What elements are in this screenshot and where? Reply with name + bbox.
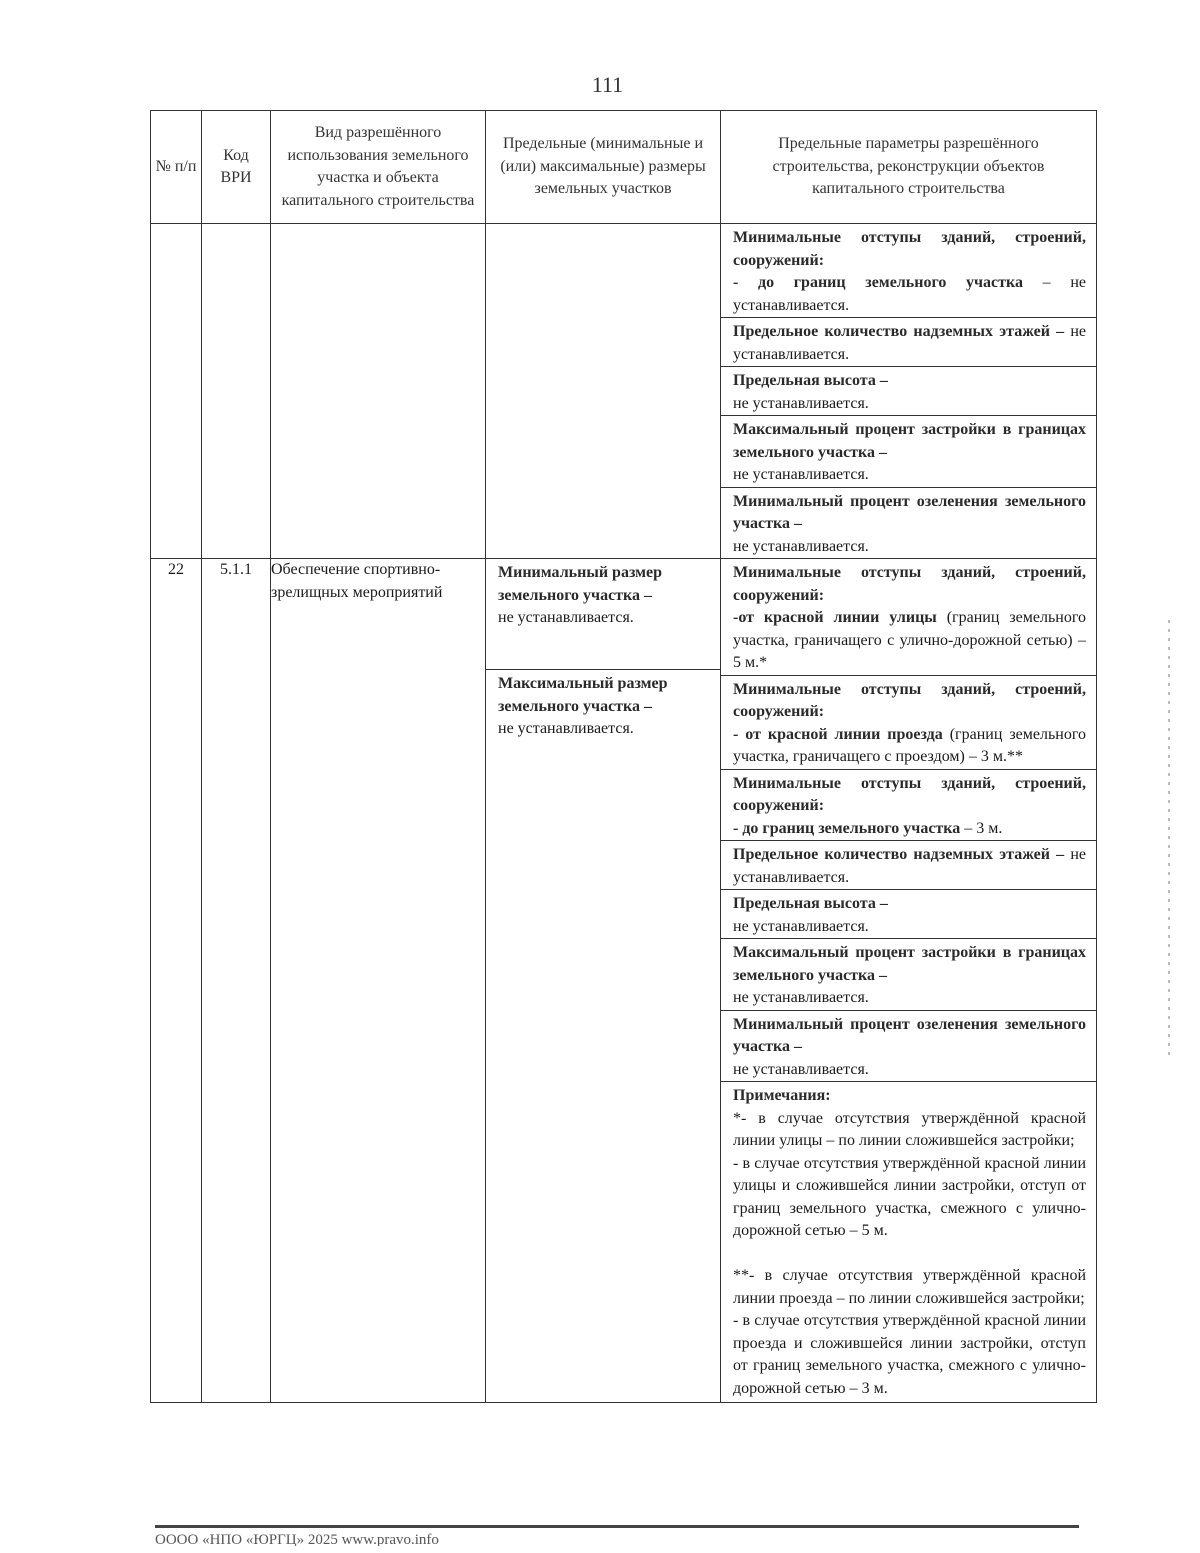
param-floors	[721, 841, 1096, 890]
param-value: не устанавливается.	[733, 323, 1086, 363]
row-use-type: Обеспечение спортивно-зрелищных мероприятий	[271, 559, 486, 1403]
param-build-percent	[721, 416, 1096, 488]
page-number: 111	[591, 72, 624, 97]
param-title: Минимальный процент озеленения земельного участка –	[733, 492, 1086, 532]
table-row-continuation	[151, 224, 1097, 559]
param-value: не устанавливается.	[733, 394, 869, 412]
param-title: Минимальные отступы зданий, строений, сооружений:	[733, 680, 1086, 720]
footer-rule	[155, 1525, 1079, 1528]
permitted-use-table	[150, 110, 1097, 1403]
note-paragraph: *- в случае отсутствия утверждённой красной линии улицы – по линии сложившейся застройки;	[733, 1109, 1086, 1149]
row-code: 5.1.1	[202, 559, 271, 1403]
continuation-type	[271, 224, 486, 559]
table-header-row	[151, 111, 1097, 224]
param-value: не устанавливается.	[733, 917, 869, 935]
notes-block	[721, 1082, 1096, 1402]
param-setback	[721, 224, 1096, 318]
row-build-params	[721, 559, 1097, 1403]
notes-title: Примечания:	[733, 1087, 831, 1104]
param-title: Минимальные отступы зданий, строений, сооружений:	[733, 774, 1086, 814]
min-size-title: Минимальный размер земельного участка –	[498, 564, 663, 604]
header-use-type: Вид разрешённого использования земельного участка и объекта капитального строительства	[271, 111, 486, 224]
param-subtitle: - до границ земельного участка	[733, 819, 961, 837]
param-value: не устанавливается.	[733, 537, 869, 555]
param-title: Предельное количество надземных этажей –	[733, 323, 1065, 340]
param-value: – не устанавливается.	[733, 274, 1086, 314]
continuation-params	[721, 224, 1097, 559]
continuation-code	[202, 224, 271, 559]
continuation-num	[151, 224, 202, 559]
param-title: Предельное количество надземных этажей –	[733, 846, 1065, 863]
param-title: Максимальный процент застройки в границах земельного участка –	[733, 944, 1086, 984]
param-build-percent	[721, 939, 1096, 1011]
param-subtitle: -от красной линии улицы	[733, 609, 937, 626]
param-title: Минимальные отступы зданий, строений, сооружений:	[733, 229, 1086, 269]
min-size-block	[486, 559, 720, 669]
param-title: Минимальный процент озеленения земельного участка –	[733, 1015, 1086, 1055]
note-paragraph: **- в случае отсутствия утверждённой красной линии проезда – по линии сложившейся застройки;	[733, 1267, 1086, 1307]
table-row-22	[151, 559, 1097, 1403]
note-paragraph: - в случае отсутствия утверждённой красной линии проезда и сложившейся линии застройки, отступ от границ земельного участка, смежного с улично-дорожной сетью – 3 м.	[733, 1312, 1086, 1397]
param-value: не устанавливается.	[733, 989, 869, 1006]
param-value: – 3 м.	[960, 819, 1003, 837]
param-green-percent	[721, 1011, 1096, 1083]
note-paragraph: - в случае отсутствия утверждённой красной линии улицы и сложившейся линии застройки, отступ от границ земельного участка, смежного с улично-дорожной сетью – 5 м.	[733, 1154, 1086, 1239]
row-num: 22	[151, 559, 202, 1403]
header-plot-size: Предельные (минимальные и (или) максимальные) размеры земельных участков	[486, 111, 721, 224]
footer-text: ОООО «НПО «ЮРГЦ» 2025 www.pravo.info	[155, 1532, 439, 1546]
param-setback-driveway	[721, 676, 1096, 770]
param-title: Предельная высота –	[733, 895, 888, 912]
row-plot-size	[486, 559, 721, 1403]
min-size-value: не устанавливается.	[498, 609, 634, 626]
continuation-size	[486, 224, 721, 559]
param-subtitle: - до границ земельного участка	[733, 274, 1023, 291]
param-value: не устанавливается.	[733, 846, 1086, 886]
param-floors	[721, 318, 1096, 367]
max-size-value: не устанавливается.	[498, 720, 634, 737]
param-value: не устанавливается.	[733, 1060, 869, 1078]
param-value: (границ земельного участка, граничащего с проездом) – 3 м.**	[733, 725, 1086, 765]
header-build-params: Предельные параметры разрешённого строительства, реконструкции объектов капитального строительства	[721, 111, 1097, 224]
header-code: Код ВРИ	[202, 111, 271, 224]
max-size-block	[486, 669, 720, 741]
max-size-title: Максимальный размер земельного участка –	[498, 675, 668, 715]
param-value: (границ земельного участка, граничащего с улично-дорожной сетью) – 5 м.*	[733, 609, 1086, 671]
scan-edge-mark	[1168, 620, 1170, 1060]
param-setback-boundary	[721, 770, 1096, 842]
param-value: не устанавливается.	[733, 466, 869, 483]
param-title: Максимальный процент застройки в границах земельного участка –	[733, 421, 1086, 461]
param-title: Предельная высота –	[733, 372, 888, 389]
param-setback-street	[721, 559, 1096, 676]
param-height	[721, 367, 1096, 416]
param-title: Минимальные отступы зданий, строений, сооружений:	[733, 564, 1086, 604]
param-height	[721, 890, 1096, 939]
header-num: № п/п	[151, 111, 202, 224]
param-green-percent	[721, 488, 1096, 559]
param-subtitle: - от красной линии проезда	[733, 725, 943, 743]
